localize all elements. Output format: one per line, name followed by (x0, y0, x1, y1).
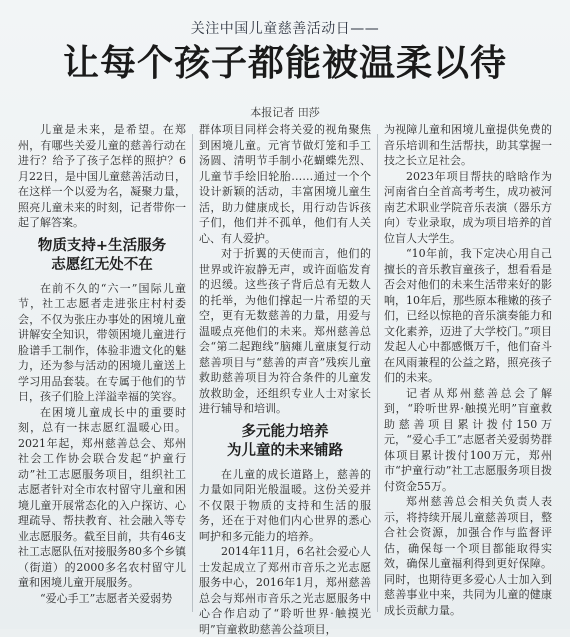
article-byline: 本报记者 田莎 (250, 106, 320, 119)
subheading-1: 物质支持+生活服务 志愿红无处不在 (37, 237, 167, 273)
paragraph: 为视障儿童和困境儿童提供免费的音乐培训和生活帮扶，助其掌握一技之长立足社会。 (384, 123, 552, 167)
column-divider (192, 134, 193, 612)
column-3 (384, 122, 552, 618)
column-2 (199, 122, 371, 637)
paragraph: 在前不久的“六一”国际儿童节，社工志愿者走进张庄村村委会，不仅为张庄办事处的困境儿童讲解安全知识，带领困境儿童进行脸谱手工制作，体验非遗文化的魅力，还为参与活动的困境儿童送上学习用品套装。在专属于他们的节日，孩子们脸上洋溢幸福的笑容。 (18, 281, 186, 403)
paragraph: 2023年项目帮扶的晗晗作为河南省白全首高考考生，成功被河南艺术职业学院音乐表演（器乐方向）专业录取，成为项目培养的首位盲人大学生。 (384, 169, 552, 245)
column-1 (18, 122, 186, 606)
lead-paragraph: 儿童是未来，是希望。在郑州，有哪些关爱儿童的慈善行动在进行？给予了孩子怎样的照护？6月22日，是中国儿童慈善活动日，在这样一个以爱为名，凝聚力量，照亮儿童未来的时刻，记者带你一起了解答案。 (18, 123, 186, 229)
paragraph: “爱心手工”志愿者关爱弱势 (40, 591, 173, 605)
paragraph: 记者从郑州慈善总会了解到，“聆听世界·触摸光明”盲童救助慈善项目累计拨付150万元，“爱心手工”志愿者关爱弱势群体项目累计拨付100万元，郑州市“护童行动”社工志愿服务项目拨付资金55万。 (384, 386, 552, 493)
subheading-2: 多元能力培养 为儿童的未来铺路 (227, 423, 343, 459)
paragraph: 在儿童的成长道路上，慈善的力量如同阳光般温暖。这份关爱并不仅限于物质的支持和生活的服务，还在于对他们内心世界的悉心呵护和多元能力的培养。 (199, 467, 371, 543)
paragraph: 郑州慈善总会相关负责人表示，将持续开展儿童慈善项目，整合社会资源，加强合作与监督评估，确保每一个项目都能取得实效，确保儿童福利得到更好保障。同时，也期待更多爱心人士加入到慈善事业中来，共同为儿童的健康成长贡献力量。 (384, 495, 552, 617)
paragraph: “10年前，我下定决心用自己擅长的音乐教盲童孩子，想看看是否会对他们的未来生活带来好的影响，10年后，那些原本稚嫩的孩子们，已经以惊艳的音乐演奏能力和文化素养，迈进了大学校门。”项目发起人心中都感慨万千，他们奋斗在风雨兼程的公益之路，照亮孩子们的未来。 (384, 247, 552, 384)
paragraph: 群体项目同样会将关爱的视角聚焦到困境儿童。元宵节做灯笼和手工汤圆、清明节手制小花蝴蝶先烈、儿童节手绘旧轮胎……通过一个个设计新颖的活动，丰富困境儿童生活，助力健康成长，用行动告诉孩子们，他们并不孤单，他们有人关心、有人爱护。 (199, 123, 371, 245)
column-divider (377, 134, 378, 612)
paragraph: 对于折翼的天使而言，他们的世界或许寂静无声，或许面临发育的迟缓。这些孩子背后总有无数人的托举，为他们撑起一片希望的天空，更有无数慈善的力量，用爱与温暖点亮他们的未来。郑州慈善总会“第二起跑线”脑瘫儿童康复行动慈善项目与“慈善的声音”残疾儿童救助慈善项目为符合条件的儿童发放救助金，还组织专业人士对家长进行辅导和培训。 (199, 247, 371, 415)
paragraph: 2014年11月，6名社会爱心人士发起成立了郑州市音乐之光志愿服务中心，2016年1月，郑州慈善总会与郑州市音乐之光志愿服务中心合作启动了“聆听世界·触摸光明”盲童救助慈善公益项目， (199, 545, 371, 636)
article-headline: 让每个孩子都能被温柔以待 (62, 43, 507, 84)
article-kicker: 关注中国儿童慈善活动日—— (190, 21, 380, 37)
paragraph: 在困境儿童成长中的重要时刻，总有一抹志愿红温暖心田。2021年起，郑州慈善总会、郑州社会工作协会联合发起“护童行动”社工志愿服务项目，组织社工志愿者针对全市农村留守儿童和困境儿童开展常态化的入户探访、心理疏导、帮扶教育、社会融入等专业志愿服务。截至目前，共有46支社工志愿队伍对接服务80多个乡镇（街道）的2000多名农村留守儿童和困境儿童开展服务。 (18, 405, 186, 589)
